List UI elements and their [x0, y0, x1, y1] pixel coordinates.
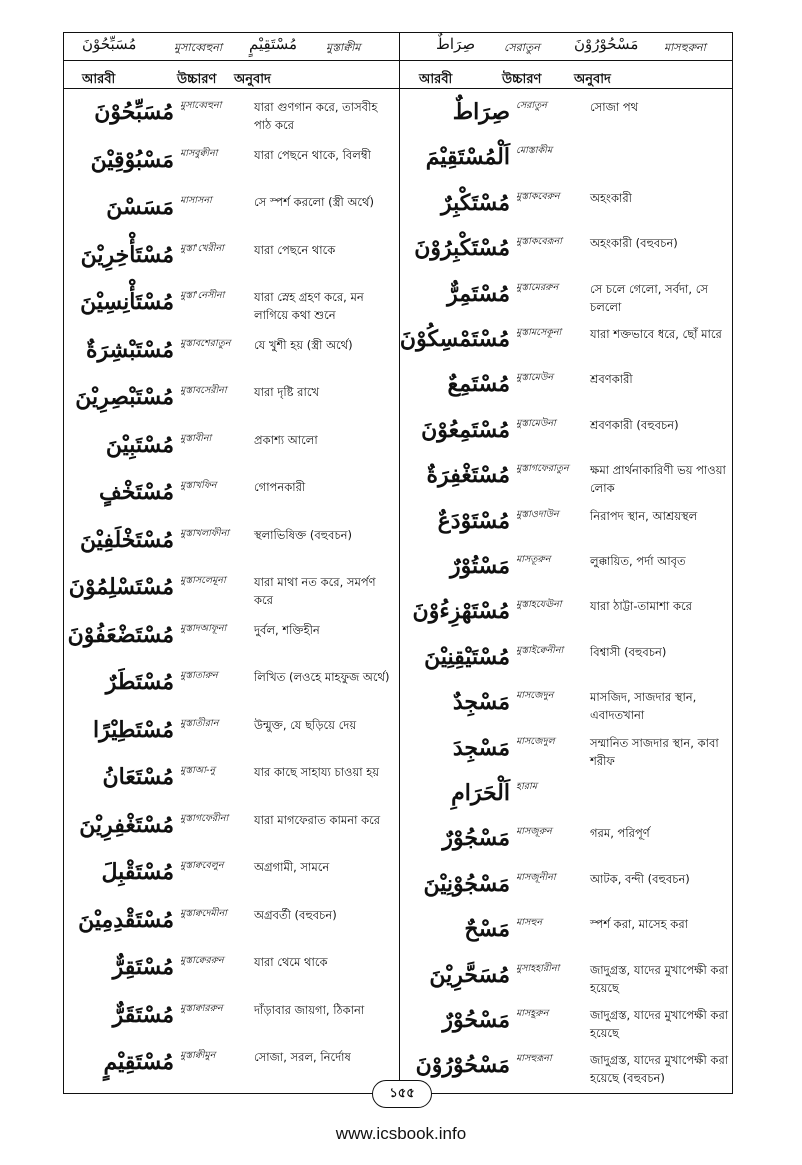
pronunciation: মুস্তাদআফূনা: [180, 622, 227, 634]
col-head-translation: অনুবাদ: [574, 72, 611, 87]
entry-row: [400, 958, 732, 1006]
entry-row: [64, 95, 396, 143]
arabic-word: مُسْتَسْلِمُوْنَ: [68, 574, 174, 600]
guide-pronunciation: মুস্তাক্বীম: [326, 41, 361, 54]
entry-row: [400, 458, 732, 506]
col-head-arabic: আরবী: [419, 72, 453, 87]
col-head-pronunciation: উচ্চারণ: [177, 72, 217, 87]
pronunciation: মুস্তাখফিন: [180, 480, 217, 491]
guide-arabic: مُسَبِّحُوْنَ: [82, 35, 137, 53]
pronunciation: মুস্তাইক্বেনীনা: [516, 644, 564, 656]
pronunciation: মুসাহহারীনা: [516, 962, 560, 974]
arabic-word: مُسْتَمْسِكُوْنَ: [399, 326, 510, 352]
entry-row: [400, 594, 732, 642]
arabic-word: مُسْتَوْدَعٌ: [437, 507, 510, 534]
pronunciation: মুস্তাবসেরীনা: [180, 385, 227, 396]
arabic-word: مُسْتَقَرٌّ: [112, 1001, 174, 1028]
pronunciation: মাসজেদুল: [516, 735, 555, 747]
meaning: যারা দৃষ্টি রাখে: [254, 385, 319, 399]
meaning: সোজা, সরল, নির্দোষ: [254, 1050, 351, 1064]
entry-row: [400, 1048, 732, 1096]
arabic-word: مُسْتَبْشِرَةٌ: [86, 336, 174, 363]
entry-row: [64, 903, 396, 951]
meaning: শ্রবণকারী: [590, 372, 633, 387]
pronunciation: মুস্তাখলাফীনা: [180, 527, 230, 539]
guide-pronunciation: মুসাব্বেহুনা: [174, 41, 223, 54]
entry-row: [64, 380, 396, 428]
arabic-word: مُسْتَكْبِرٌ: [441, 189, 510, 216]
entry-row: [64, 665, 396, 713]
meaning: যারা মাথা নত করে, সমর্পণ করে: [254, 575, 376, 607]
meaning: উন্মুক্ত, যে ছড়িয়ে দেয়: [254, 717, 357, 732]
pronunciation: মুস্তা'খেরীনা: [180, 242, 224, 254]
arabic-word: مُسْتَكْبِرُوْنَ: [414, 235, 510, 262]
pronunciation: মুস্তাক্বীমুন: [180, 1050, 216, 1061]
entry-row: [64, 808, 396, 856]
arabic-word: مُسْتَخْفٍ: [98, 479, 174, 505]
guide-arabic: مُسْتَقِيْمٍ: [249, 35, 298, 53]
pronunciation: মুসাব্বেহুনা: [180, 100, 222, 111]
pronunciation: সেরাতুন: [516, 100, 547, 111]
pronunciation: মুস্তাবশেরাতুন: [180, 337, 231, 349]
guide-arabic: صِرَاطٌ: [436, 35, 476, 53]
arabic-word: مُسْتَأْنِسِيْنَ: [80, 289, 174, 315]
entry-row: [400, 140, 732, 188]
entry-row: [400, 95, 732, 143]
pronunciation: মুস্তামসেকূনা: [516, 327, 562, 338]
meaning: শ্রবণকারী (বহুবচন): [590, 417, 679, 432]
pronunciation: মুস্তাগফেরীনা: [180, 812, 229, 824]
website-url: www.icsbook.info: [335, 1124, 467, 1143]
meaning: সে চলে গেলো, সর্বদা, সে চললো: [590, 281, 708, 314]
pronunciation: মুস্তামেররুন: [516, 281, 559, 293]
meaning: যারা মাগফেরাত কামনা করে: [254, 812, 381, 827]
entry-row: [400, 186, 732, 234]
arabic-word: مَسْجُوْرٌ: [442, 825, 510, 852]
entry-row: [400, 413, 732, 461]
pronunciation: মুস্তাকবেরূনা: [516, 236, 562, 248]
meaning: ক্ষমা প্রার্থনাকারিণী ভয় পাওয়া লোক: [590, 463, 726, 496]
entry-row: [400, 867, 732, 915]
arabic-word: مُسْتَغْفِرَةٌ: [426, 462, 510, 489]
arabic-word: مُسْتَقْدِمِيْنَ: [78, 906, 174, 933]
page-frame: [63, 32, 733, 1094]
pronunciation: মুস্তামেউনা: [516, 417, 556, 429]
meaning: লিখিত (লওহে মাহফুজ অর্থে): [254, 670, 390, 684]
pronunciation: হারাম: [516, 781, 538, 792]
arabic-word: مَسْحُوْرٌ: [442, 1007, 510, 1033]
entry-row: [64, 760, 396, 808]
arabic-word: مُسْتَأْخِرِيْنَ: [80, 241, 174, 268]
entry-row: [400, 367, 732, 415]
entry-row: [64, 428, 396, 476]
meaning: অহংকারী (বহুবচন): [590, 236, 678, 251]
meaning: অহংকারী: [590, 190, 632, 205]
arabic-word: مُسْتَيْقِنِيْنَ: [424, 643, 510, 670]
entry-row: [64, 855, 396, 903]
meaning: যারা স্নেহ গ্রহণ করে, মন লাগিয়ে কথা শুনে: [254, 290, 364, 322]
pronunciation: মাসবুক্বীনা: [180, 147, 218, 159]
entry-row: [64, 998, 396, 1046]
arabic-word: مُسْتَمِعٌ: [447, 371, 510, 398]
arabic-word: مُسْتَهْزِءُوْنَ: [412, 598, 510, 625]
entry-row: [64, 475, 396, 523]
arabic-word: مُسَبِّحُوْنَ: [94, 99, 174, 125]
meaning: গরম, পরিপূর্ণ: [590, 826, 650, 841]
entry-row: [400, 640, 732, 688]
arabic-word: مُسْتَقِيْمٍ: [103, 1049, 174, 1075]
pronunciation: মাসাসনা: [180, 195, 212, 206]
col-head-arabic: আরবী: [82, 72, 116, 87]
arabic-word: مَسْجِدَ: [452, 734, 510, 761]
meaning: স্পর্শ করা, মাসেহ করা: [590, 917, 689, 932]
pronunciation: মাসজেদুন: [516, 690, 554, 702]
pronunciation: মাসজূরুন: [516, 826, 552, 838]
arabic-word: مُسْتَغْفِرِيْنَ: [79, 811, 174, 838]
entry-row: [400, 277, 732, 325]
arabic-word: صِرَاطٌ: [452, 99, 510, 125]
entry-row: [400, 776, 732, 824]
arabic-word: مُسْتَبِيْنَ: [105, 431, 174, 458]
meaning: অগ্রগামী, সামনে: [254, 860, 330, 874]
meaning: গোপনকারী: [254, 480, 306, 494]
arabic-word: مُسْتَخْلَفِيْنَ: [79, 526, 174, 553]
meaning: যারা গুণগান করে, তাসবীহ পাঠ করে: [254, 100, 378, 132]
meaning: জাদুগ্রস্ত, যাদের মুখাপেক্ষী করা হয়েছে (বহুবচন): [590, 1053, 729, 1086]
meaning: সোজা পথ: [590, 100, 639, 114]
entry-row: [64, 333, 396, 381]
arabic-word: مَسْجُوْنِيْنَ: [423, 870, 510, 897]
arabic-word: مُسْتَمِعُوْنَ: [421, 416, 510, 443]
arabic-word: مَسْحٌ: [464, 916, 510, 943]
entry-row: [400, 912, 732, 960]
entry-row: [400, 1003, 732, 1051]
pronunciation: মুস্তাক্বেররুন: [180, 955, 224, 966]
meaning: অগ্রবর্তী (বহুবচন): [254, 907, 337, 922]
guide-pronunciation: মাসহুরুনা: [664, 41, 706, 54]
meaning: দাঁড়াবার জায়গা, ঠিকানা: [254, 1002, 365, 1017]
meaning: জাদুগ্রস্ত, যাদের মুখাপেক্ষী করা হয়েছে: [590, 962, 729, 995]
meaning: জাদুগ্রস্ত, যাদের মুখাপেক্ষী করা হয়েছে: [590, 1008, 729, 1040]
col-head-translation: অনুবাদ: [234, 72, 271, 87]
arabic-word: مُسْتَقْبِلَ: [101, 859, 174, 885]
arabic-word: مَسْتُوْرٌ: [449, 553, 510, 579]
meaning: আটক, বন্দী (বহুবচন): [590, 871, 690, 886]
entry-row: [64, 285, 396, 333]
entry-row: [64, 1045, 396, 1093]
guide-arabic: مَسْحُوْرُوْنَ: [574, 35, 639, 53]
pronunciation: মুস্তাক্বদেমীনা: [180, 907, 227, 919]
arabic-word: اَلْحَرَامِ: [451, 780, 510, 806]
meaning: লুক্কায়িত, পর্দা আবৃত: [590, 554, 686, 568]
meaning: স্থলাভিষিক্ত (বহুবচন): [254, 527, 353, 542]
arabic-word: مُسَحَّرِيْنَ: [429, 961, 510, 988]
meaning: যারা ঠাট্টা-তামাশা করে: [590, 599, 692, 614]
pronunciation: মুস্তাবীনা: [180, 432, 212, 444]
entry-row: [400, 322, 732, 370]
meaning: বিশ্বাসী (বহুবচন): [590, 644, 667, 659]
pronunciation: মাসহুন: [516, 917, 543, 929]
meaning: সম্মানিত সাজদার স্থান, কাবা শরীফ: [590, 735, 719, 768]
pronunciation: মাসতূরুন: [516, 554, 551, 565]
meaning: যারা থেমে থাকে: [254, 955, 328, 969]
arabic-word: مُسْتَمِرٌّ: [447, 280, 510, 307]
divider: [64, 60, 732, 61]
pronunciation: মুস্তাওদাউন: [516, 508, 559, 520]
entry-row: [64, 523, 396, 571]
pronunciation: মুস্তাকবেরুন: [516, 190, 560, 202]
pronunciation: মুস্তাক্বাররুন: [180, 1002, 223, 1014]
entry-row: [64, 713, 396, 761]
col-head-pronunciation: উচ্চারণ: [502, 72, 542, 87]
meaning: যারা পেছনে থাকে: [254, 242, 336, 257]
arabic-word: مَسْبُوْقِيْنَ: [90, 146, 174, 173]
meaning: মাসজিদ, সাজদার স্থান, এবাদতখানা: [590, 690, 697, 723]
pronunciation: মুস্তাসলেমূনা: [180, 575, 226, 586]
pronunciation: মুস্তাতীরান: [180, 717, 219, 729]
meaning: যারা শক্তভাবে ধরে, ছোঁ মারে: [590, 327, 722, 341]
divider: [64, 88, 732, 89]
arabic-word: مُسْتَعَانُ: [102, 764, 174, 790]
pronunciation: মুস্তাক্ববেলুন: [180, 860, 224, 871]
arabic-word: مَسْجِدٌ: [452, 689, 510, 716]
meaning: সে স্পর্শ করলো (স্ত্রী অর্থে): [254, 195, 374, 209]
entry-row: [64, 143, 396, 191]
pronunciation: মুস্তামেউন: [516, 372, 554, 384]
pronunciation: মুস্তাআ-নু: [180, 765, 216, 776]
pronunciation: মাসজূনীনা: [516, 871, 556, 883]
arabic-word: مُسْتَقِرٌّ: [112, 954, 174, 980]
arabic-word: مَسَسْنَ: [106, 194, 174, 220]
meaning: নিরাপদ স্থান, আশ্রয়স্থল: [590, 508, 698, 523]
entry-row: [64, 618, 396, 666]
pronunciation: মুস্তাতারুন: [180, 670, 218, 681]
arabic-word: مَسْحُوْرُوْنَ: [415, 1052, 510, 1079]
page-number: ১৫৫: [372, 1080, 432, 1108]
arabic-word: مُسْتَطِيْرًا: [93, 716, 174, 743]
entry-row: [64, 950, 396, 998]
meaning: দুর্বল, শক্তিহীন: [254, 622, 320, 637]
meaning: যে খুশী হয় (স্ত্রী অর্থে): [254, 337, 353, 352]
entry-row: [400, 549, 732, 597]
arabic-word: مُسْتَضْعَفُوْنَ: [67, 621, 174, 648]
pronunciation: মুস্তাগফেরাতুন: [516, 463, 569, 475]
pronunciation: মোস্তাকীম: [516, 145, 553, 157]
meaning: যারা পেছনে থাকে, বিলম্বী: [254, 147, 371, 162]
entry-row: [400, 504, 732, 552]
entry-row: [400, 685, 732, 733]
meaning: প্রকাশ্য আলো: [254, 432, 318, 447]
pronunciation: মাসহূরুন: [516, 1008, 549, 1019]
entry-row: [64, 570, 396, 618]
entry-row: [400, 821, 732, 869]
entry-row: [64, 190, 396, 238]
arabic-word: مُسْتَبْصِرِيْنَ: [75, 384, 174, 410]
arabic-word: اَلْمُسْتَقِيْمَ: [425, 144, 510, 171]
pronunciation: মুস্তা'নেসীনা: [180, 290, 225, 301]
entry-row: [64, 238, 396, 286]
pronunciation: মাসহুরূনা: [516, 1053, 552, 1065]
entry-row: [400, 731, 732, 779]
guide-pronunciation: সেরাতুন: [504, 41, 540, 54]
pronunciation: মুস্তাহযেঊনা: [516, 599, 562, 611]
meaning: যার কাছে সাহায্য চাওয়া হয়: [254, 765, 380, 779]
arabic-word: مُسْتَطَرٌ: [105, 669, 174, 695]
entry-row: [400, 231, 732, 279]
